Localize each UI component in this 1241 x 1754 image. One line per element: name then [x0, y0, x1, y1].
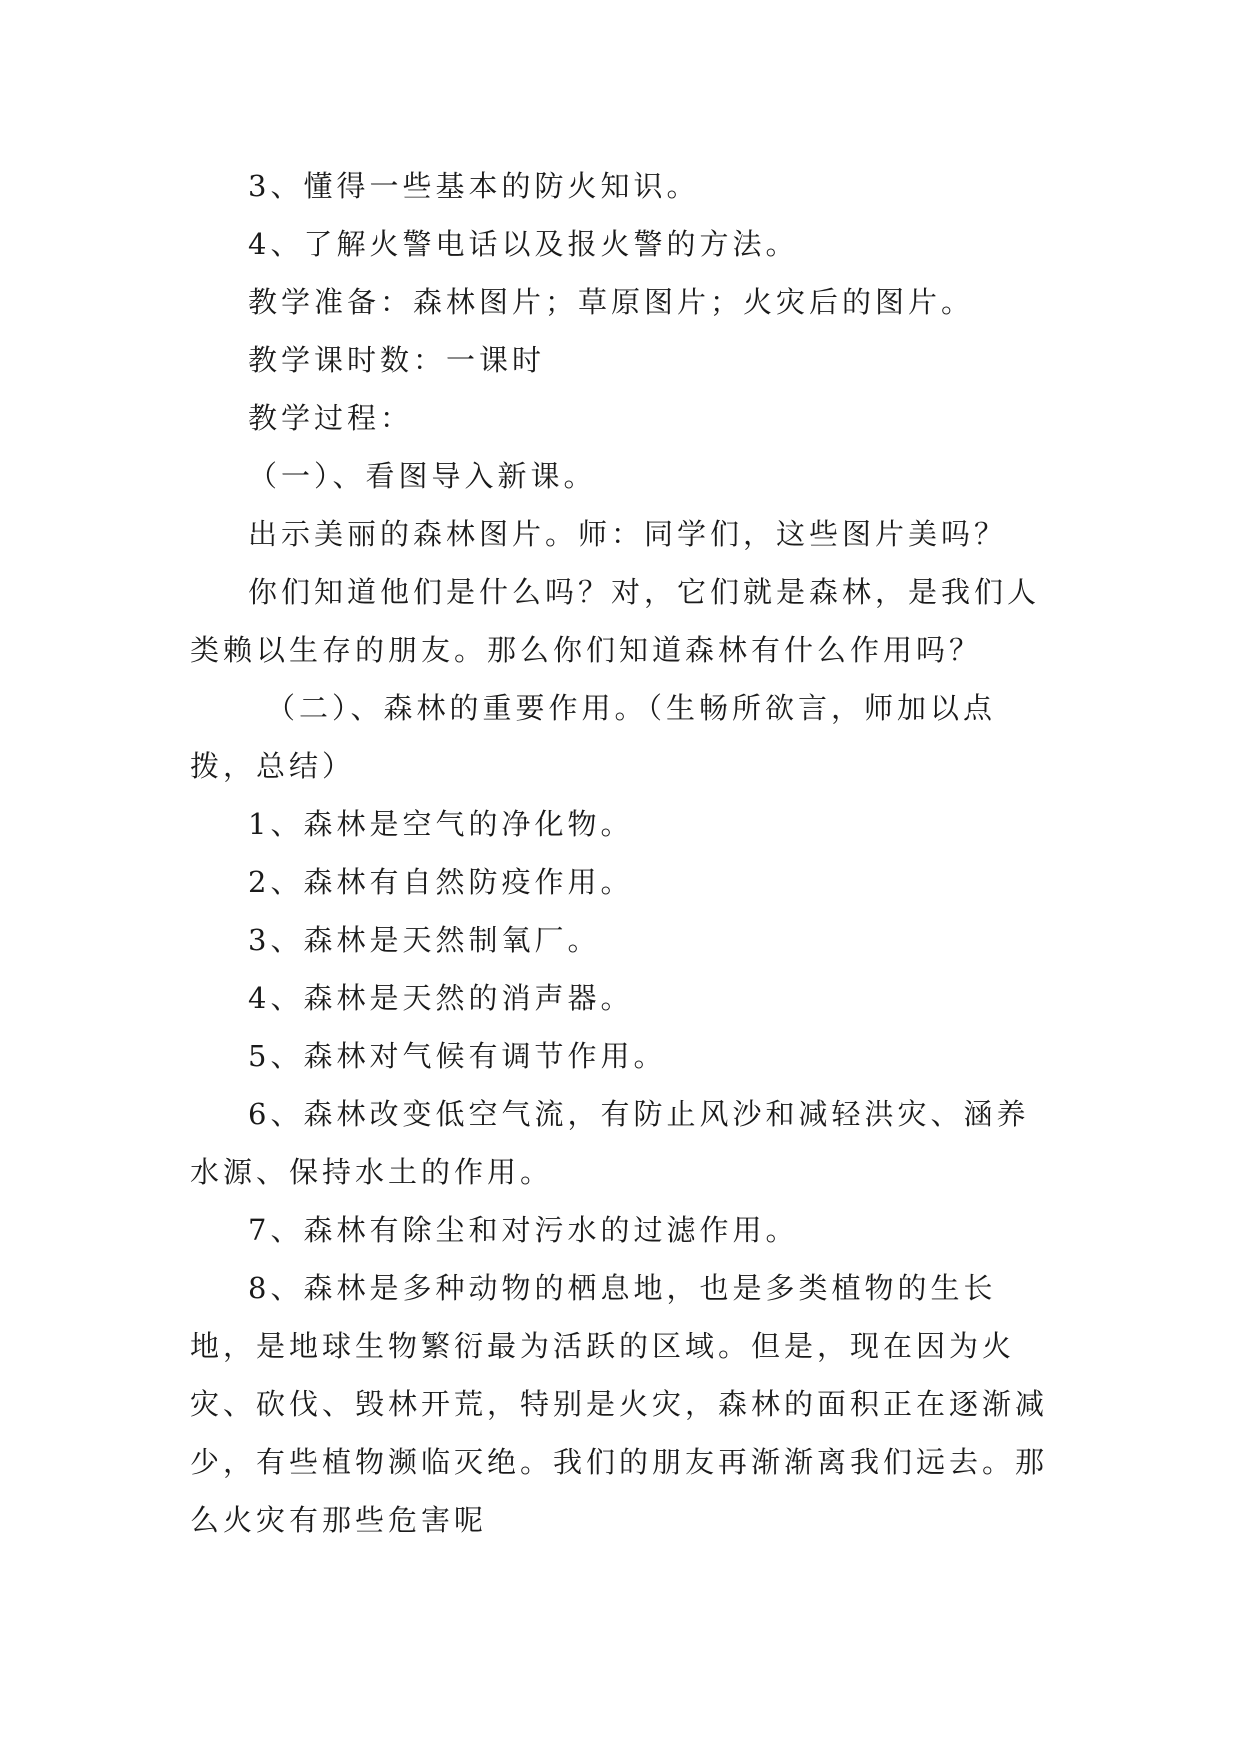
list-item-forest-6: 6、森林改变低空气流，有防止风沙和减轻洪灾、涵养水源、保持水土的作用。 — [190, 1097, 1030, 1189]
paragraph-what-are-they: 你们知道他们是什么吗？对，它们就是森林，是我们人类赖以生存的朋友。那么你们知道森林有什么作用吗？ — [190, 575, 1041, 667]
paragraph-section-one: （一）、看图导入新课。 — [248, 459, 597, 493]
list-item-forest-5: 5、森林对气候有调节作用。 — [248, 1039, 667, 1073]
list-item-forest-7: 7、森林有除尘和对污水的过滤作用。 — [248, 1213, 799, 1247]
paragraph-item-3: 3、懂得一些基本的防火知识。 — [248, 169, 700, 203]
paragraph-item-4: 4、了解火警电话以及报火警的方法。 — [248, 227, 799, 261]
document-body — [190, 157, 1060, 1549]
list-item-forest-3: 3、森林是天然制氧厂。 — [248, 923, 601, 957]
paragraph-teaching-preparation: 教学准备：森林图片；草原图片；火灾后的图片。 — [248, 285, 975, 319]
paragraph-teaching-process: 教学过程： — [248, 401, 414, 435]
list-item-forest-8: 8、森林是多种动物的栖息地，也是多类植物的生长地，是地球生物繁衍最为活跃的区域。但是，现在因为火灾、砍伐、毁林开荒，特别是火灾，森林的面积正在逐渐减少，有些植物濒临灭绝。我们的朋友再渐渐离我们远去。那么火灾有那些危害呢 — [190, 1271, 1049, 1537]
list-item-forest-1: 1、森林是空气的净化物。 — [248, 807, 634, 841]
list-item-forest-4: 4、森林是天然的消声器。 — [248, 981, 634, 1015]
paragraph-section-two: （二）、森林的重要作用。（生畅所欲言，师加以点拨，总结） — [190, 691, 997, 783]
list-item-forest-2: 2、森林有自然防疫作用。 — [248, 865, 634, 899]
paragraph-class-hours: 教学课时数：一课时 — [248, 343, 546, 377]
paragraph-show-pictures: 出示美丽的森林图片。师：同学们，这些图片美吗？ — [248, 517, 1008, 551]
